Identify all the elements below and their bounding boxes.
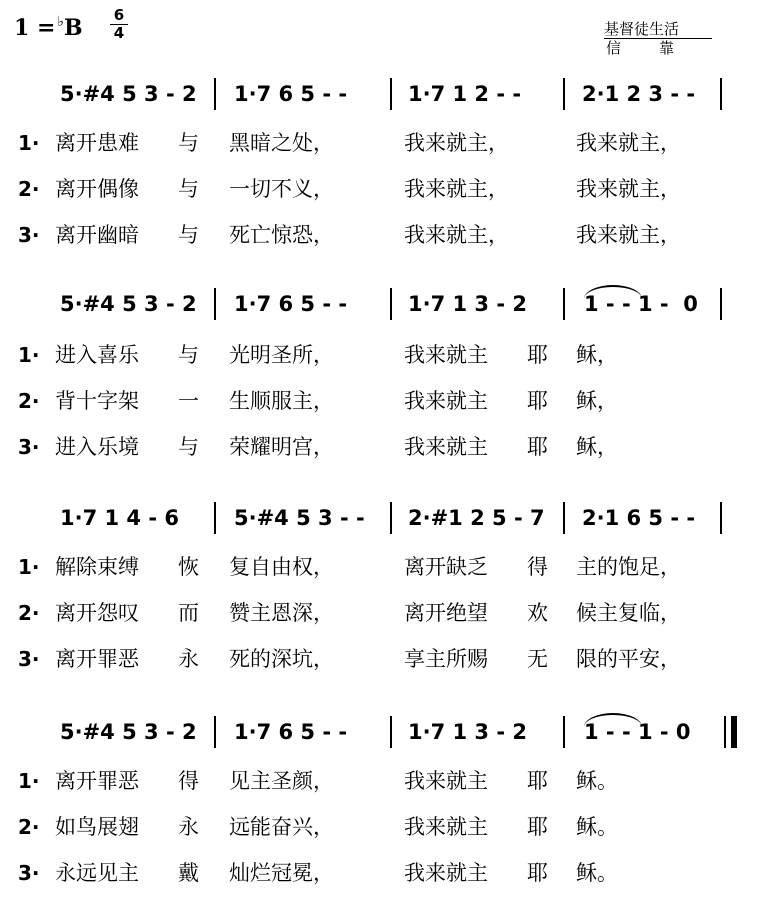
meter-top: 6 [113,6,125,24]
final-barline-thick [731,716,737,748]
measure-1: 5·#4 5 3 - 2 [60,292,197,316]
lyric-segment: 我来就主 [404,435,488,459]
verse-number: 3· [18,861,40,885]
measure-3: 2·#1 2 5 - 7 [408,506,545,530]
key-prefix: 1 = [14,15,56,41]
lyric-segment: 戴 [178,861,199,885]
measure-4: 1 - - 1 - 0 [584,720,691,744]
barline [563,716,565,748]
lyric-segment: 离开绝望 [404,601,488,625]
lyric-segment: 耶 [527,861,548,885]
lyric-segment: 我来就主， [404,177,509,201]
lyric-segment: 进入喜乐 [55,343,139,367]
barline [720,288,722,320]
lyric-segment: 我来就主， [576,177,681,201]
lyric-segment: 灿烂冠冕， [229,861,334,885]
measure-4: 2·1 6 5 - - [582,506,696,530]
lyric-segment: 离开偶像 [55,177,139,201]
verse-number: 1· [18,343,40,367]
measure-2: 1·7 6 5 - - [234,292,348,316]
verse-number: 3· [18,647,40,671]
verse-number: 3· [18,435,40,459]
verse-number: 3· [18,223,40,247]
measure-1: 5·#4 5 3 - 2 [60,720,197,744]
lyric-segment: 稣。 [576,815,618,839]
lyric-segment: 离开怨叹 [55,601,139,625]
measure-1: 1·7 1 4 - 6 [60,506,179,530]
lyric-segment: 离开罪恶 [55,647,139,671]
lyric-segment: 离开缺乏 [404,555,488,579]
lyric-segment: 背十字架 [55,389,139,413]
verse-number: 2· [18,389,40,413]
lyric-line [0,762,761,802]
lyric-line [0,808,761,848]
lyric-segment: 我来就主， [576,223,681,247]
lyric-segment: 得 [178,769,199,793]
lyric-segment: 死亡惊恐， [229,223,334,247]
lyric-line [0,216,761,256]
lyric-segment: 恢 [178,555,199,579]
measure-2: 5·#4 5 3 - - [234,506,365,530]
lyric-segment: 我来就主 [404,861,488,885]
measure-2: 1·7 6 5 - - [234,82,348,106]
barline [214,78,216,110]
verse-number: 1· [18,131,40,155]
barline [214,502,216,534]
lyric-line [0,594,761,634]
credits [604,20,714,57]
verse-number: 1· [18,555,40,579]
lyric-segment: 与 [178,223,199,247]
verse-number: 2· [18,815,40,839]
notation-staff [0,284,761,324]
lyric-segment: 耶 [527,769,548,793]
lyric-segment: 我来就主， [404,131,509,155]
lyric-line [0,428,761,468]
lyric-segment: 我来就主， [404,223,509,247]
measure-2: 1·7 6 5 - - [234,720,348,744]
lyric-segment: 我来就主 [404,815,488,839]
lyric-segment: 与 [178,435,199,459]
lyric-segment: 稣。 [576,861,618,885]
measure-3: 1·7 1 2 - - [408,82,522,106]
final-barline-thin [724,716,726,748]
lyric-segment: 复自由权， [229,555,334,579]
key-signature [14,14,83,41]
meter-bottom: 4 [113,24,125,42]
notation-staff [0,74,761,114]
lyric-segment: 一 [178,389,199,413]
lyric-segment: 限的平安， [576,647,681,671]
barline [390,502,392,534]
barline [390,78,392,110]
lyric-segment: 死的深坑， [229,647,334,671]
lyric-segment: 而 [178,601,199,625]
lyric-segment: 光明圣所， [229,343,334,367]
verse-number: 1· [18,769,40,793]
lyric-segment: 离开患难 [55,131,139,155]
lyric-segment: 我来就主 [404,389,488,413]
notation-staff [0,498,761,538]
lyric-segment: 稣， [576,343,618,367]
measure-1: 5·#4 5 3 - 2 [60,82,197,106]
lyric-segment: 候主复临， [576,601,681,625]
lyric-segment: 我来就主 [404,769,488,793]
barline [720,78,722,110]
lyricist: 基督徒生活 [604,20,680,38]
lyric-line [0,548,761,588]
lyric-segment: 稣， [576,389,618,413]
lyric-segment: 永 [178,815,199,839]
lyric-segment: 进入乐境 [55,435,139,459]
lyric-segment: 得 [527,555,548,579]
barline [720,502,722,534]
measure-4: 2·1 2 3 - - [582,82,696,106]
lyric-line [0,170,761,210]
lyric-segment: 生顺服主， [229,389,334,413]
barline [390,716,392,748]
lyric-line [0,336,761,376]
verse-number: 2· [18,601,40,625]
lyric-segment: 如鸟展翅 [55,815,139,839]
lyric-segment: 见主圣颜， [229,769,334,793]
barline [390,288,392,320]
lyric-segment: 稣。 [576,769,618,793]
lyric-segment: 一切不义， [229,177,334,201]
lyric-segment: 我来就主， [576,131,681,155]
lyric-segment: 与 [178,177,199,201]
lyric-segment: 解除束缚 [55,555,139,579]
lyric-segment: 永远见主 [55,861,139,885]
lyric-segment: 欢 [527,601,548,625]
lyric-segment: 耶 [527,815,548,839]
lyric-segment: 远能奋兴， [229,815,334,839]
lyric-segment: 主的饱足， [576,555,681,579]
lyric-segment: 离开罪恶 [55,769,139,793]
lyric-segment: 永 [178,647,199,671]
lyric-segment: 耶 [527,343,548,367]
lyric-line [0,124,761,164]
barline [214,288,216,320]
lyric-segment: 我来就主 [404,343,488,367]
verse-number: 2· [18,177,40,201]
notation-staff [0,712,761,752]
flat-sign: ♭ [57,14,65,30]
measure-3: 1·7 1 3 - 2 [408,720,527,744]
key-note: B [64,15,83,41]
lyric-segment: 享主所赐 [404,647,488,671]
lyric-segment: 黑暗之处， [229,131,334,155]
barline [563,288,565,320]
time-signature [110,8,128,41]
lyric-line [0,382,761,422]
lyric-segment: 耶 [527,435,548,459]
lyric-segment: 稣， [576,435,618,459]
barline [563,502,565,534]
measure-4: 1 - - 1 - 0 [584,292,698,316]
barline [563,78,565,110]
measure-3: 1·7 1 3 - 2 [408,292,527,316]
lyric-segment: 赞主恩深， [229,601,334,625]
lyric-segment: 与 [178,131,199,155]
lyric-segment: 荣耀明宫， [229,435,334,459]
lyric-segment: 离开幽暗 [55,223,139,247]
lyric-segment: 与 [178,343,199,367]
lyric-segment: 无 [527,647,548,671]
lyric-line [0,854,761,894]
composer: 信靠 [606,39,713,57]
lyric-line [0,640,761,680]
barline [214,716,216,748]
lyric-segment: 耶 [527,389,548,413]
